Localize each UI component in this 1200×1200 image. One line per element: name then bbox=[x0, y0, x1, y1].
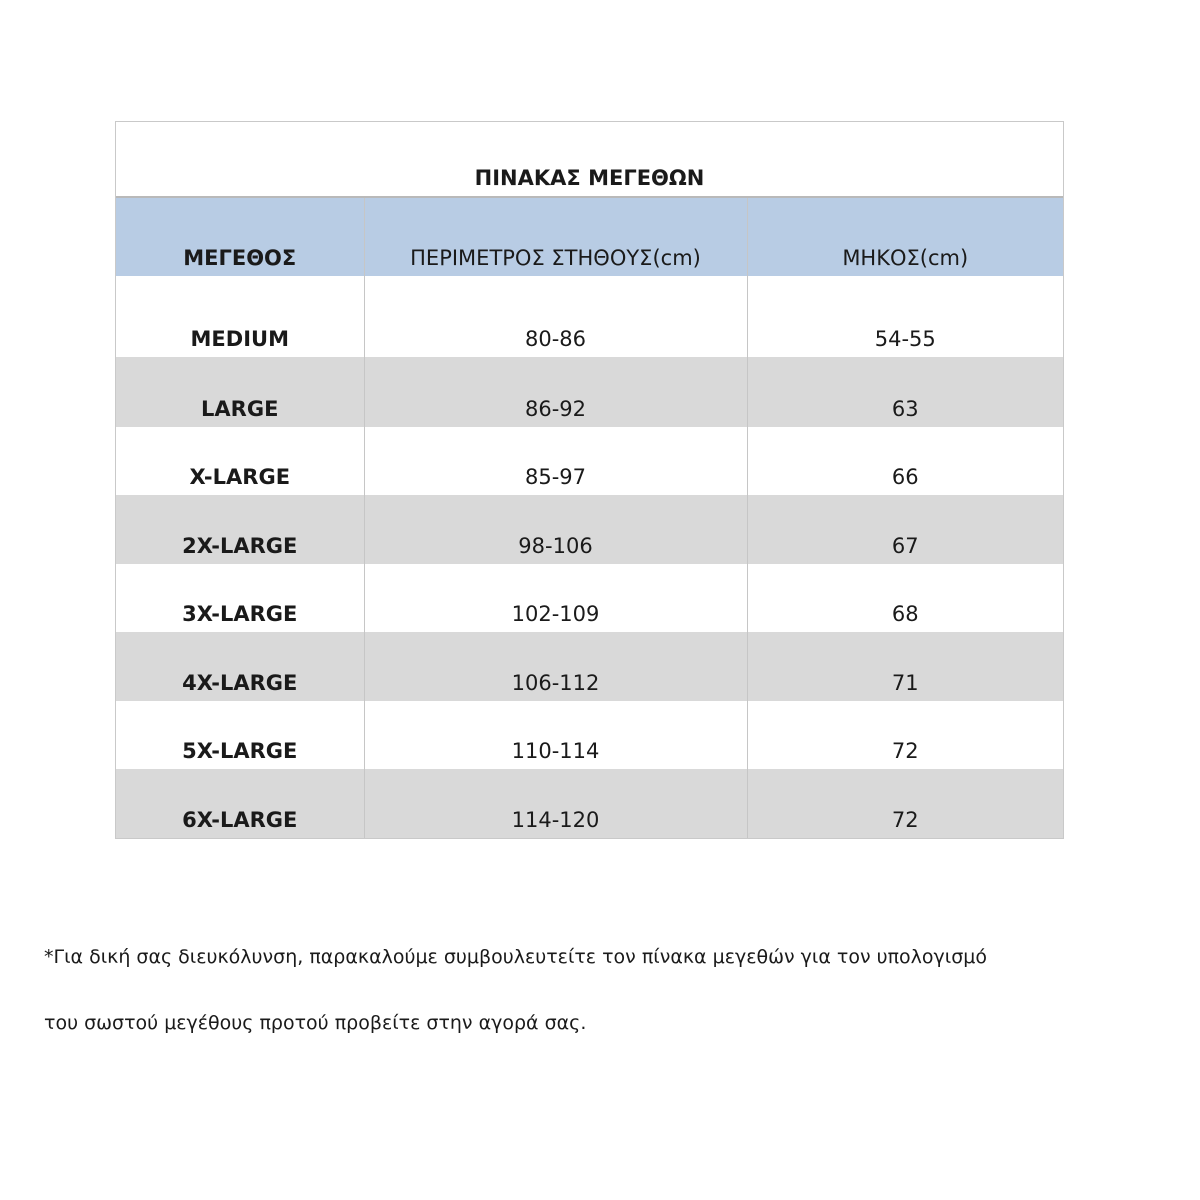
table-row bbox=[116, 564, 1063, 632]
length-cell: 68 bbox=[747, 564, 1063, 632]
size-table bbox=[116, 122, 1063, 838]
chest-cell: 110-114 bbox=[364, 701, 747, 769]
table-row bbox=[116, 357, 1063, 427]
size-cell: LARGE bbox=[116, 357, 364, 427]
length-cell: 66 bbox=[747, 427, 1063, 495]
chest-cell: 80-86 bbox=[364, 276, 747, 357]
length-cell: 72 bbox=[747, 769, 1063, 838]
header-length: ΜΗΚΟΣ(cm) bbox=[747, 197, 1063, 276]
length-cell: 54-55 bbox=[747, 276, 1063, 357]
table-row bbox=[116, 427, 1063, 495]
table-row bbox=[116, 769, 1063, 838]
chest-cell: 98-106 bbox=[364, 495, 747, 564]
length-cell: 71 bbox=[747, 632, 1063, 701]
size-cell: 2X-LARGE bbox=[116, 495, 364, 564]
table-row bbox=[116, 632, 1063, 701]
size-cell: 6X-LARGE bbox=[116, 769, 364, 838]
header-size: ΜΕΓΕΘΟΣ bbox=[116, 197, 364, 276]
chest-cell: 85-97 bbox=[364, 427, 747, 495]
header-chest: ΠΕΡΙΜΕΤΡΟΣ ΣΤΗΘΟΥΣ(cm) bbox=[364, 197, 747, 276]
table-title: ΠΙΝΑΚΑΣ ΜΕΓΕΘΩΝ bbox=[116, 122, 1063, 197]
chest-cell: 114-120 bbox=[364, 769, 747, 838]
chest-cell: 86-92 bbox=[364, 357, 747, 427]
table-row bbox=[116, 276, 1063, 357]
size-cell: MEDIUM bbox=[116, 276, 364, 357]
size-cell: 3X-LARGE bbox=[116, 564, 364, 632]
size-cell: 5X-LARGE bbox=[116, 701, 364, 769]
size-chart bbox=[115, 121, 1064, 839]
chest-cell: 102-109 bbox=[364, 564, 747, 632]
table-row bbox=[116, 701, 1063, 769]
note-line-1: *Για δική σας διευκόλυνση, παρακαλούμε συμβουλευτείτε τον πίνακα μεγεθών για τον υπολογισμό bbox=[44, 946, 987, 968]
length-cell: 67 bbox=[747, 495, 1063, 564]
chest-cell: 106-112 bbox=[364, 632, 747, 701]
length-cell: 72 bbox=[747, 701, 1063, 769]
length-cell: 63 bbox=[747, 357, 1063, 427]
size-cell: X-LARGE bbox=[116, 427, 364, 495]
header-row bbox=[116, 197, 1063, 276]
note-line-2: του σωστού μεγέθους προτού προβείτε στην αγορά σας. bbox=[44, 1012, 587, 1034]
table-row bbox=[116, 495, 1063, 564]
size-cell: 4X-LARGE bbox=[116, 632, 364, 701]
